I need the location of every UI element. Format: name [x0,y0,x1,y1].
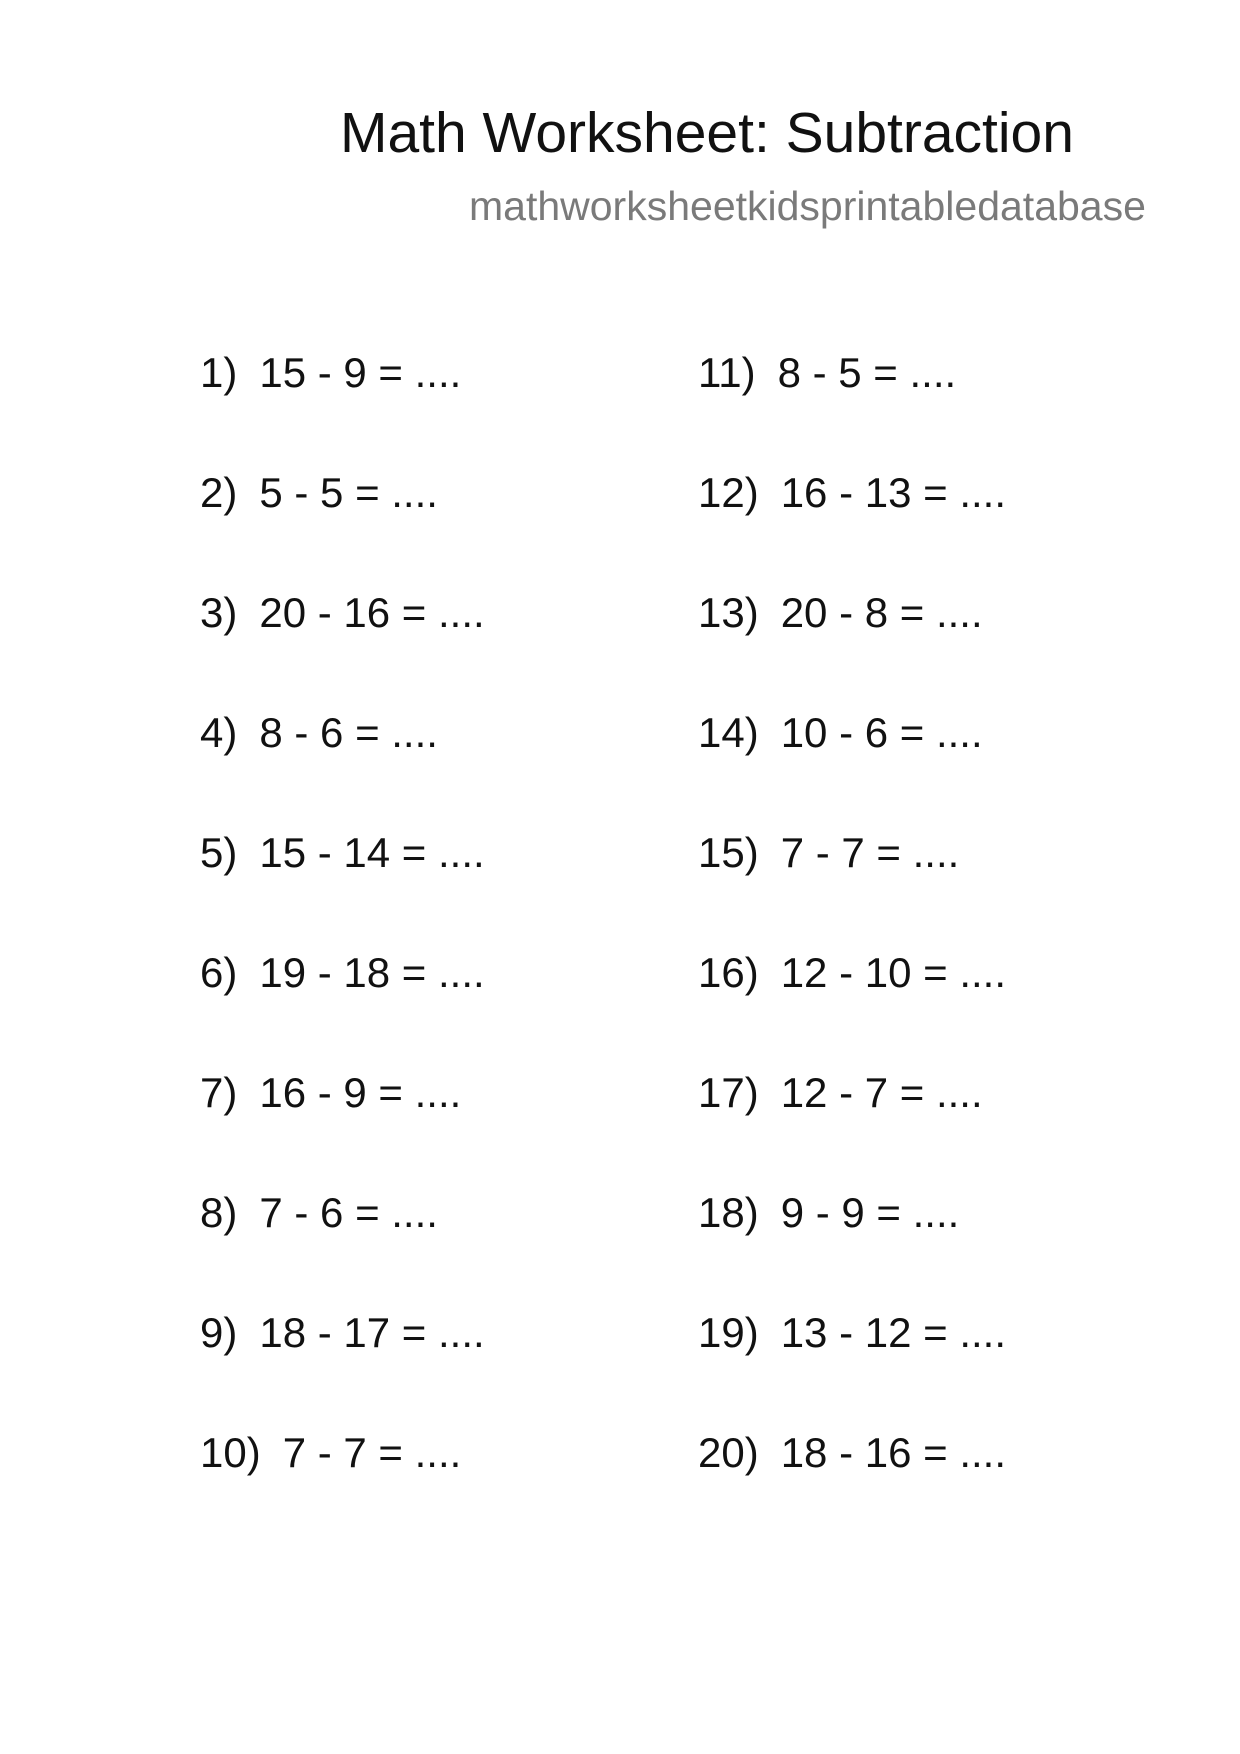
problem-number: 13) [698,589,759,636]
problem-item [698,828,1168,948]
problem-item [200,348,670,468]
problem-item [200,1308,670,1428]
problem-expression: 7 - 7 = .... [780,829,960,876]
problem-item [698,948,1168,1068]
page-title: Math Worksheet: Subtraction [340,101,1074,165]
problem-number: 17) [698,1069,759,1116]
problem-number: 19) [698,1309,759,1356]
problem-expression: 12 - 10 = .... [780,949,1007,996]
problem-item [698,708,1168,828]
problem-expression: 15 - 14 = .... [259,829,485,876]
problem-expression: 19 - 18 = .... [259,949,485,996]
problem-number: 6) [200,949,238,996]
problem-expression: 13 - 12 = .... [780,1309,1007,1356]
problem-expression: 10 - 6 = .... [780,709,983,756]
problem-expression: 12 - 7 = .... [780,1069,983,1116]
problem-number: 16) [698,949,759,996]
problem-number: 8) [200,1189,238,1236]
problem-item [200,468,670,588]
problem-item [698,1188,1168,1308]
problem-number: 11) [698,349,756,396]
problem-item [200,708,670,828]
problem-number: 9) [200,1309,238,1356]
problem-number: 12) [698,469,759,516]
problem-expression: 16 - 9 = .... [259,1069,462,1116]
problem-expression: 16 - 13 = .... [780,469,1007,516]
problem-expression: 18 - 16 = .... [780,1429,1007,1476]
problem-expression: 9 - 9 = .... [780,1189,960,1236]
problem-item [698,1068,1168,1188]
problem-number: 5) [200,829,238,876]
problem-expression: 5 - 5 = .... [259,469,438,516]
problem-item [200,1068,670,1188]
problem-expression: 8 - 6 = .... [259,709,438,756]
problem-item [698,468,1168,588]
problem-item [698,588,1168,708]
problem-number: 1) [200,349,238,396]
problem-expression: 15 - 9 = .... [259,349,462,396]
problem-number: 3) [200,589,238,636]
problem-number: 20) [698,1429,759,1476]
problem-expression: 18 - 17 = .... [259,1309,485,1356]
problem-expression: 20 - 16 = .... [259,589,485,636]
problem-item [200,588,670,708]
problem-item [200,828,670,948]
problem-item [200,1188,670,1308]
problem-expression: 7 - 7 = .... [282,1429,462,1476]
problem-item [698,348,1168,468]
problem-column-left [200,348,670,1548]
problem-number: 18) [698,1189,759,1236]
problem-expression: 8 - 5 = .... [777,349,957,396]
problem-item [698,1428,1168,1548]
problem-column-right [698,348,1168,1548]
problem-number: 4) [200,709,238,756]
problem-number: 7) [200,1069,238,1116]
problem-number: 14) [698,709,759,756]
source-watermark-text: mathworksheetkidsprintabledatabase [469,183,1146,229]
problem-number: 2) [200,469,238,516]
problem-expression: 20 - 8 = .... [780,589,983,636]
problem-number: 10) [200,1429,261,1476]
problem-number: 15) [698,829,759,876]
problem-item [698,1308,1168,1428]
problem-item [200,948,670,1068]
problem-expression: 7 - 6 = .... [259,1189,438,1236]
problem-item [200,1428,670,1548]
